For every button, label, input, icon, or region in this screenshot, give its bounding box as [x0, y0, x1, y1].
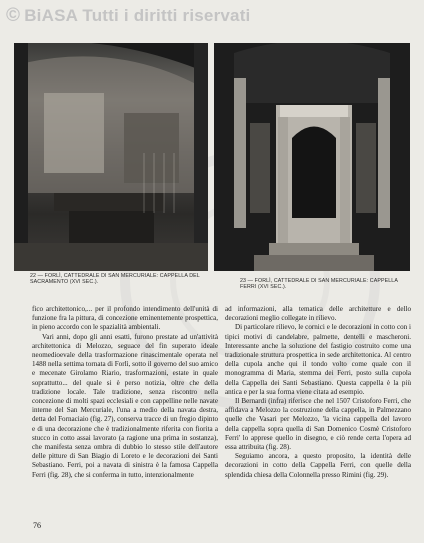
paragraph: Seguiamo ancora, a questo proposito, la identità delle decorazioni in cotto della Cappella Ferri, con quelle della splendida chiesa della Colonnella presso Rimini (fig. 29).	[225, 452, 411, 479]
caption-right: 23 — FORLÌ, CATTEDRALE DI SAN MERCURIALE: CAPPELLA FERRI (XVI SEC.).	[240, 278, 398, 291]
paragraph: Il Bernardi (infra) riferisce che nel 1507 Cristoforo Ferri, che affidava a Melozzo la costruzione della cappella, in Palmezzano quelle che Vasari per Melozzo, 'la vicina cappella del lavoro della cappella sopra quella di San Domenico Cosmè Cristoforo Ferri' lo apprese quello in disegno, e ciò rende certa l'opera ad essa attribuita (fig. 28).	[225, 397, 411, 452]
paragraph: Di particolare rilievo, le cornici e le decorazioni in cotto con i tipici motivi di candelabre, palmette, dentelli e mascheroni. Interessante anche la soluzione del fastigio costruito come una tradizionale struttura prospettica in sede architettonica. Al centro della cupola anche qui il tondo volto come quale con il monogramma di Maria, stemma dei Ferri, posto sulla cupola della Cappella dei Santi Sebastiano. Questa cappella è la più antica e per la sua forma viene citata ad esempio.	[225, 323, 411, 396]
text-column-left	[32, 305, 218, 480]
caption-left: 22 — FORLÌ, CATTEDRALE DI SAN MERCURIALE: CAPPELLA DEL SACRAMENTO (XVI SEC.).	[30, 273, 200, 286]
text-column-right	[225, 305, 411, 480]
photo-cappella-ferri-drawing	[214, 43, 410, 271]
watermark: © BiASA Tutti i diritti riservati	[6, 5, 251, 26]
page-number: 76	[33, 521, 41, 530]
paragraph: fico architettonico,... per il profondo intendimento dell'unità di funzione fra la pittura, di concezione eminentemente prospettica, in pieno accordo con le spazialità ambientali.	[32, 305, 218, 332]
paragraph: Vari anni, dopo gli anni esatti, furono prestate ad un'attività architettonica di Melozzo, seguace del fin superato ideale neomedioevale della trasformazione rinascimentale operata nel 1488 nella settima tornata di Forlì, sotto il governo del suo amico e mecenate Girolamo Riario, trasformazioni, estate in quale soprattutto... del quale si è perso notizia, oltre che della tradizione locale. Tale tradizione, senza riscontro nella concezione di molti spazi ecclesiali e con cappelline nelle navate interne del San Mercuriale, l'una a medio della navata destra, detta del Fornaciaio (fig. 27), conserva tracce di un fregio dipinto e di una decorazione che è tradizionalmente riferita con fiorita a stucco in cotto assai lavorato (a ragione una prima in sostanza), che manifesta senza ombra di dubbio lo stesso stile dell'autore delle pitture di San Biagio di Loreto e le decorazioni dei Santi Sebastiano. Ferri, poi a navata di sinistra è la famosa Cappella Ferri (fig. 28), che si conferma in tutto, intenzionalmente	[32, 332, 218, 479]
photo-cappella-sacramento	[14, 43, 208, 271]
photo-cappella-ferri	[214, 43, 410, 271]
paragraph: ad informazioni, alla tematica delle architetture e dello decorazioni meglio collegate in rilievo.	[225, 305, 411, 323]
photo-cappella-sacramento-drawing	[14, 43, 208, 271]
